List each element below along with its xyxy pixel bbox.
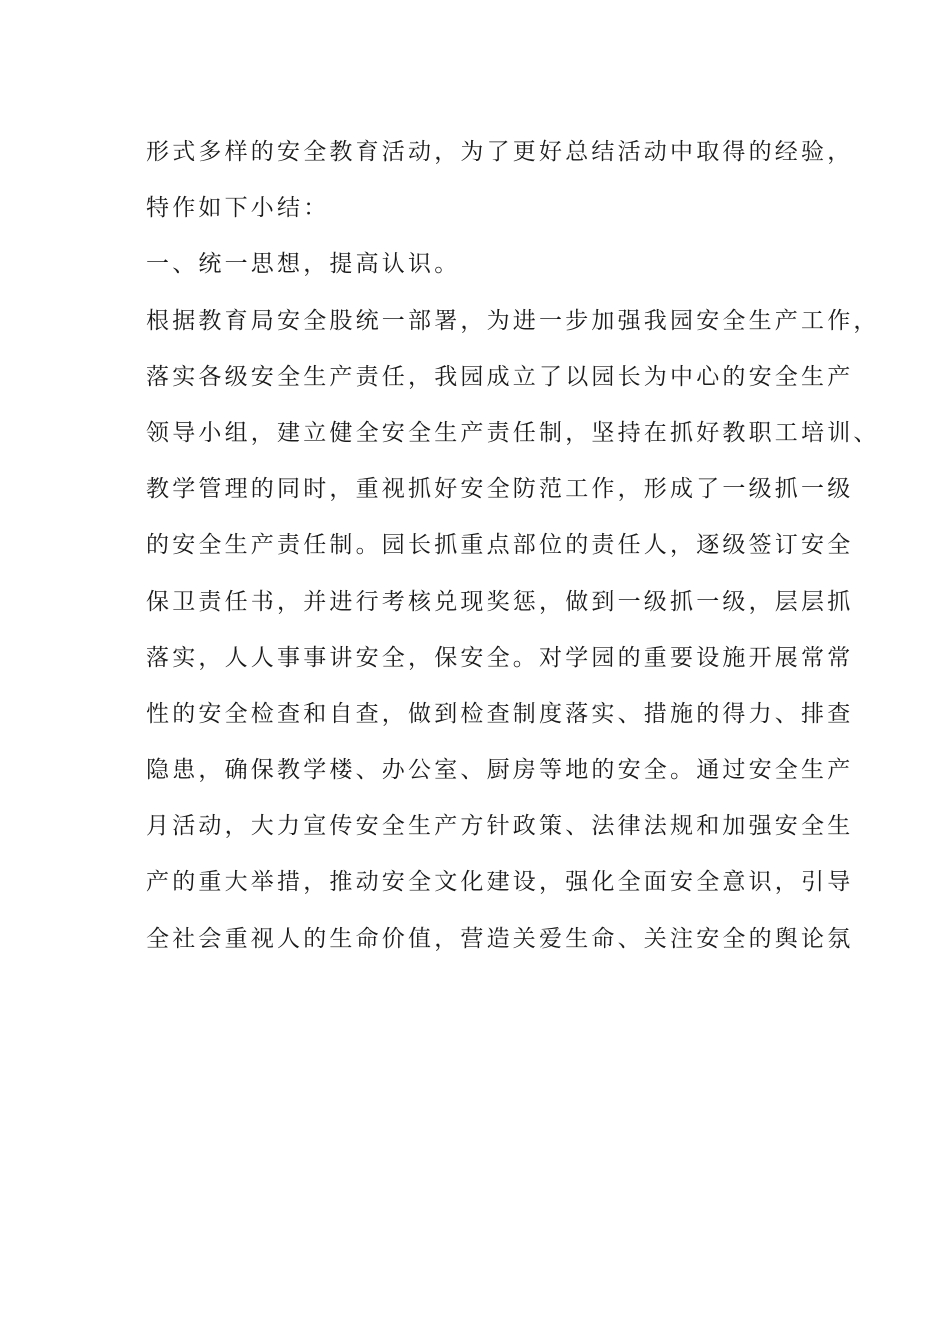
text-line: 隐患，确保教学楼、办公室、厨房等地的安全。通过安全生产 <box>146 757 854 784</box>
text-line: 保卫责任书，并进行考核兑现奖惩，做到一级抓一级，层层抓 <box>146 588 854 615</box>
text-line: 教学管理的同时，重视抓好安全防范工作，形成了一级抓一级 <box>146 476 854 503</box>
section-heading: 一、统一思想，提高认识。 <box>146 251 461 278</box>
text-line: 落实，人人事事讲安全，保安全。对学园的重要设施开展常常 <box>146 644 854 671</box>
text-line: 领导小组，建立健全安全生产责任制，坚持在抓好教职工培训、 <box>146 419 880 446</box>
text-line: 月活动，大力宣传安全生产方针政策、法律法规和加强安全生 <box>146 813 854 840</box>
text-line: 根据教育局安全股统一部署，为进一步加强我园安全生产工作， <box>146 307 880 334</box>
text-line: 产的重大举措，推动安全文化建设，强化全面安全意识，引导 <box>146 869 854 896</box>
text-line: 性的安全检查和自查，做到检查制度落实、措施的得力、排查 <box>146 700 854 727</box>
body-text <box>146 130 880 973</box>
text-line: 全社会重视人的生命价值，营造关爱生命、关注安全的舆论氛 <box>146 925 854 952</box>
text-line: 落实各级安全生产责任，我园成立了以园长为中心的安全生产 <box>146 363 854 390</box>
text-line: 形式多样的安全教育活动，为了更好总结活动中取得的经验， <box>146 139 854 165</box>
text-line: 特作如下小结： <box>146 195 330 222</box>
text-line: 的安全生产责任制。园长抓重点部位的责任人，逐级签订安全 <box>146 532 854 559</box>
